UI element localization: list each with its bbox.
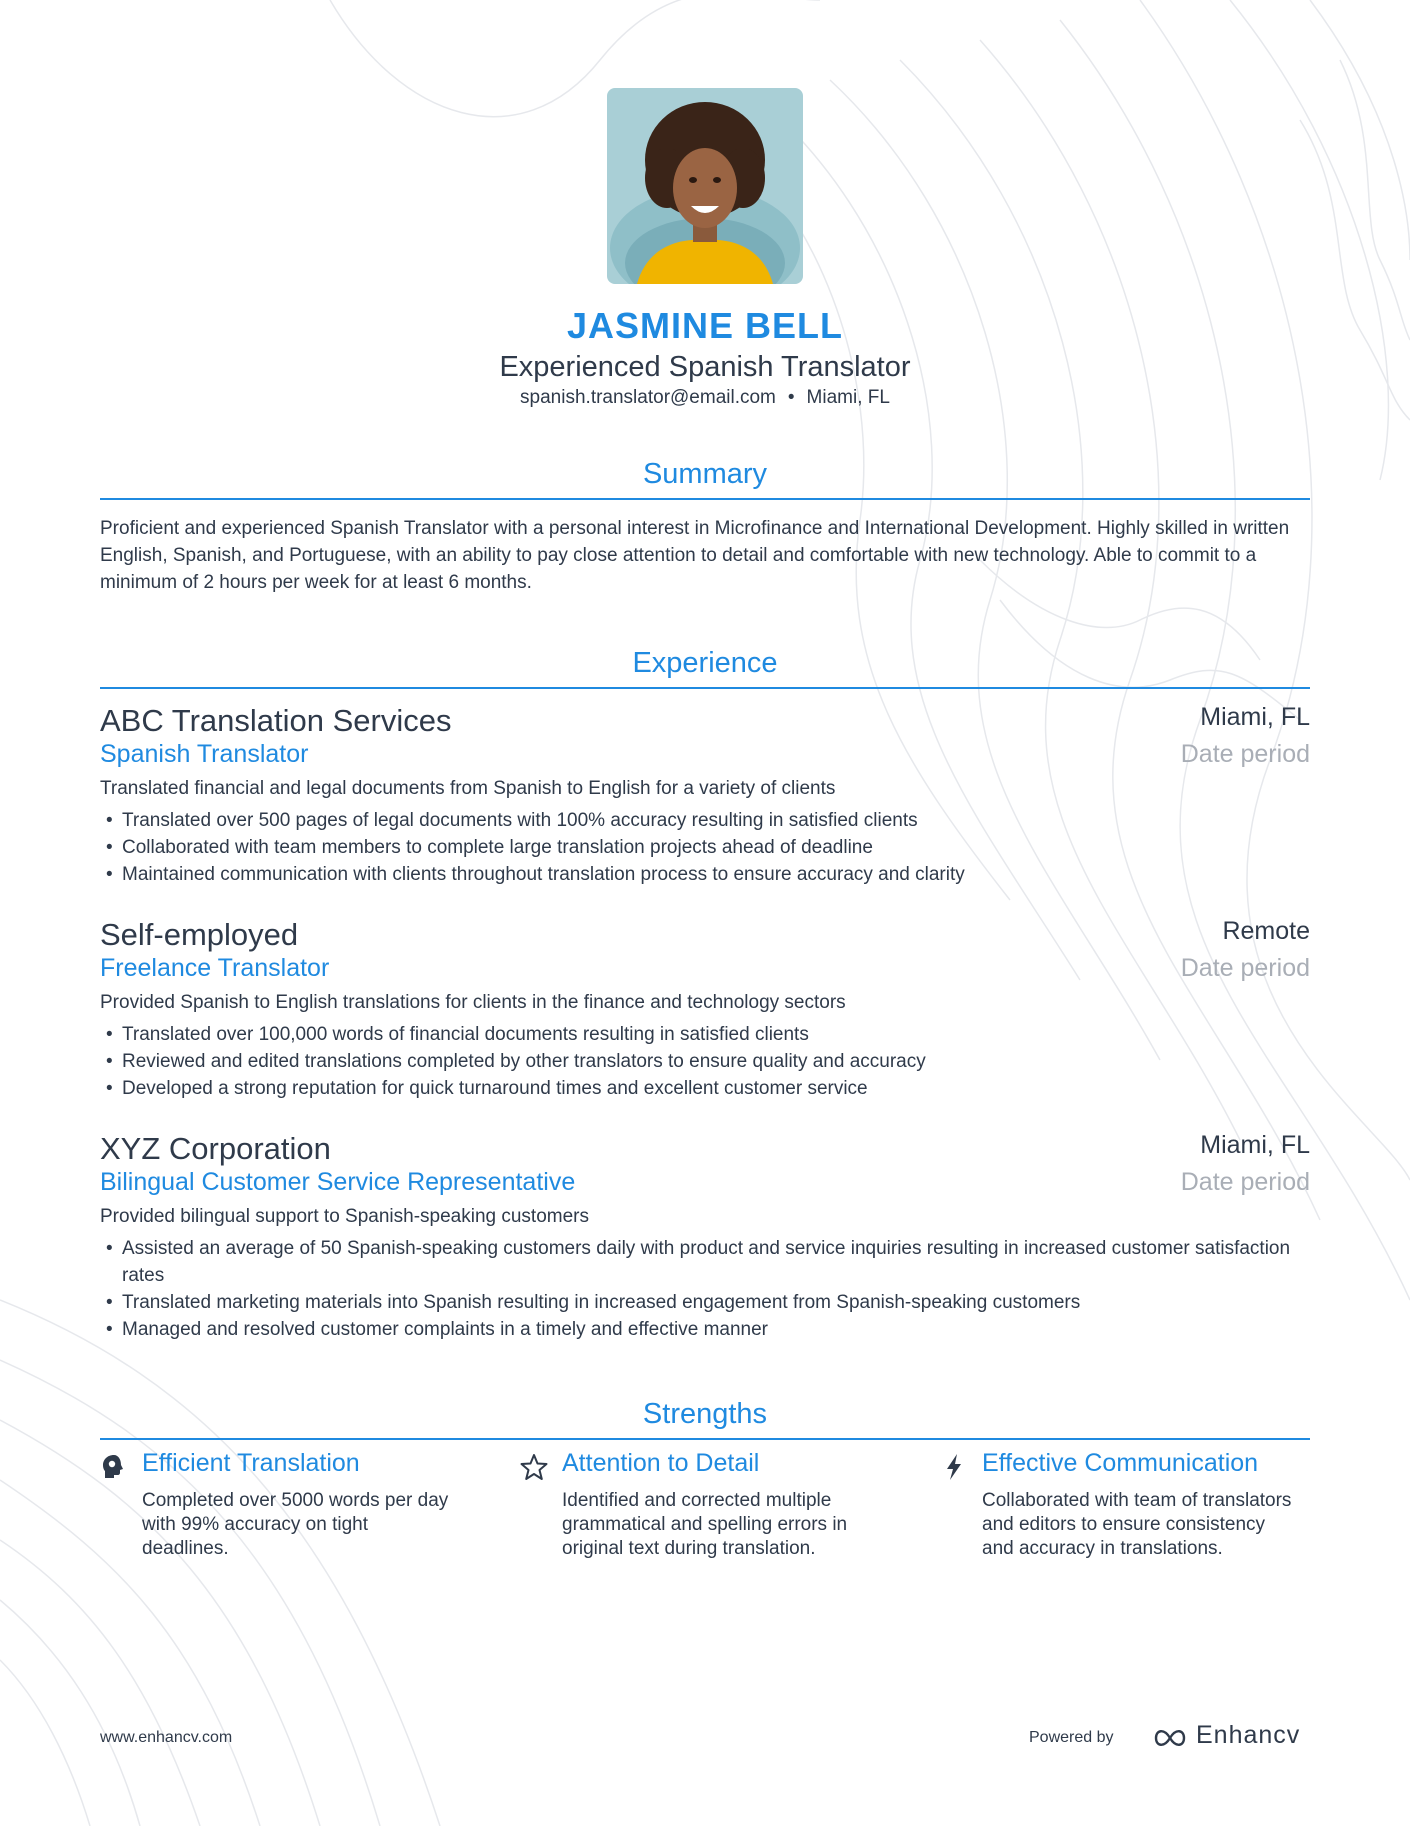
job-entry bbox=[100, 917, 1310, 1107]
job-bullet: • Developed a strong reputation for quick turnaround times and excellent customer service bbox=[100, 1075, 1310, 1102]
job-bullet: • Collaborated with team members to complete large translation projects ahead of deadline bbox=[100, 834, 1310, 861]
job-bullets bbox=[100, 1235, 1310, 1343]
job-company: XYZ Corporation bbox=[100, 1131, 331, 1166]
job-company: ABC Translation Services bbox=[100, 703, 452, 738]
job-bullet: • Reviewed and edited translations completed by other translators to ensure quality and accuracy bbox=[100, 1048, 1310, 1075]
job-description: Provided Spanish to English translations for clients in the finance and technology sectors bbox=[100, 992, 846, 1013]
job-bullets bbox=[100, 807, 1310, 888]
job-bullet: • Translated over 100,000 words of financial documents resulting in satisfied clients bbox=[100, 1021, 1310, 1048]
summary-divider bbox=[100, 498, 1310, 500]
enhancv-logo-icon bbox=[1150, 1720, 1190, 1756]
job-role: Freelance Translator bbox=[100, 954, 330, 982]
experience-heading: Experience bbox=[632, 647, 778, 679]
resume-page bbox=[100, 0, 1310, 1826]
job-location: Miami, FL bbox=[1200, 1131, 1310, 1159]
candidate-name: JASMINE BELL bbox=[566, 305, 844, 346]
strengths-divider bbox=[100, 1438, 1310, 1440]
experience-divider bbox=[100, 687, 1310, 689]
star-icon bbox=[520, 1453, 548, 1481]
strength-description: Collaborated with team of translators and editors to ensure consistency and accuracy in translations. bbox=[982, 1490, 1292, 1559]
profile-photo bbox=[607, 88, 803, 284]
job-description: Translated financial and legal documents from Spanish to English for a variety of clients bbox=[100, 778, 836, 799]
contact-separator: • bbox=[787, 387, 795, 408]
job-bullet: • Translated over 500 pages of legal documents with 100% accuracy resulting in satisfied clients bbox=[100, 807, 1310, 834]
lightning-icon bbox=[940, 1453, 968, 1481]
job-entry bbox=[100, 703, 1310, 893]
head-icon bbox=[100, 1453, 128, 1481]
job-company: Self-employed bbox=[100, 917, 299, 952]
footer-website-link[interactable]: www.enhancv.com bbox=[100, 1729, 233, 1746]
job-period: Date period bbox=[1180, 1168, 1310, 1196]
summary-heading: Summary bbox=[642, 458, 768, 490]
strength-title: Effective Communication bbox=[982, 1449, 1259, 1477]
email-link[interactable]: spanish.translator@email.com bbox=[520, 387, 776, 408]
job-bullet: • Translated marketing materials into Spanish resulting in increased engagement from Spanish-speaking customers bbox=[100, 1289, 1310, 1316]
job-bullet: • Managed and resolved customer complaints in a timely and effective manner bbox=[100, 1316, 1310, 1343]
strength-title: Efficient Translation bbox=[142, 1449, 360, 1477]
strengths-heading: Strengths bbox=[642, 1398, 768, 1430]
footer-powered-by: Powered by bbox=[1029, 1729, 1114, 1746]
strength-description: Identified and corrected multiple grammatical and spelling errors in original text during translation. bbox=[562, 1490, 848, 1559]
job-period: Date period bbox=[1180, 740, 1310, 768]
job-entry bbox=[100, 1131, 1310, 1351]
footer-brand-name[interactable]: Enhancv bbox=[1196, 1721, 1301, 1749]
job-period: Date period bbox=[1180, 954, 1310, 982]
job-location: Remote bbox=[1222, 917, 1310, 945]
job-description: Provided bilingual support to Spanish-speaking customers bbox=[100, 1206, 589, 1227]
candidate-title: Experienced Spanish Translator bbox=[499, 351, 911, 383]
job-role: Spanish Translator bbox=[100, 740, 309, 768]
strength-title: Attention to Detail bbox=[562, 1449, 760, 1477]
job-role: Bilingual Customer Service Representative bbox=[100, 1168, 576, 1196]
job-location: Miami, FL bbox=[1200, 703, 1310, 731]
job-bullets bbox=[100, 1021, 1310, 1102]
strength-description: Completed over 5000 words per day with 99% accuracy on tight deadlines. bbox=[142, 1490, 449, 1559]
location-text: Miami, FL bbox=[806, 387, 890, 408]
job-bullet: • Assisted an average of 50 Spanish-speaking customers daily with product and service inquiries resulting in increased customer satisfaction rates bbox=[100, 1235, 1310, 1289]
summary-text: Proficient and experienced Spanish Translator with a personal interest in Microfinance and International Development. Highly skilled in written English, Spanish, and Portuguese, with an ability to pay close attention to detail and comfortable with new technology. Able to commit to a minimum of 2 hours per week for at least 6 months. bbox=[100, 518, 1290, 593]
job-bullet: • Maintained communication with clients throughout translation process to ensure accuracy and clarity bbox=[100, 861, 1310, 888]
contact-line bbox=[100, 387, 1310, 409]
